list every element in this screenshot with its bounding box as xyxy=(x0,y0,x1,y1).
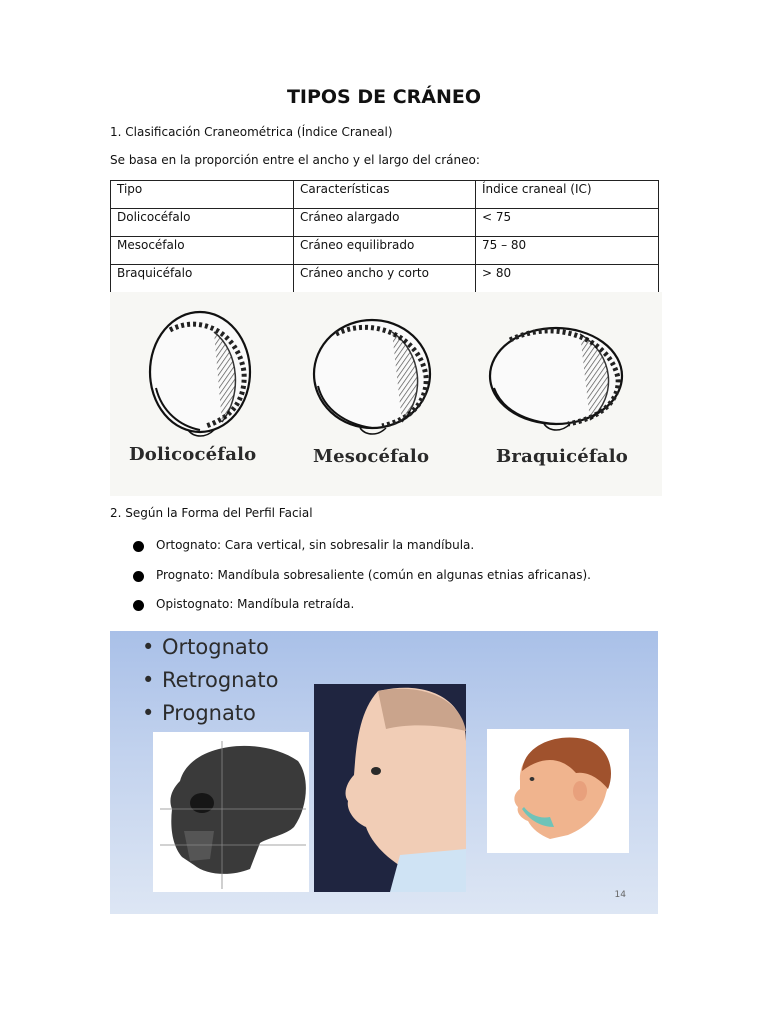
table-cell: Braquicéfalo xyxy=(111,265,294,293)
mesocephalic-skull-drawing xyxy=(314,320,430,434)
slide-number: 14 xyxy=(614,890,626,900)
table-header-row xyxy=(111,181,659,209)
table-row xyxy=(111,237,659,265)
table-cell: Dolicocéfalo xyxy=(111,209,294,237)
section-1-heading: 1. Clasificación Craneométrica (Índice Craneal) xyxy=(110,125,393,139)
table-cell: 75 – 80 xyxy=(476,237,659,265)
list-item: Prognato: Mandíbula sobresaliente (común en algunas etnias africanas). xyxy=(133,568,591,598)
table-cell: Cráneo ancho y corto xyxy=(294,265,476,293)
slide-item-ortognato: • Ortognato xyxy=(142,635,269,659)
dolichocephalic-skull-drawing xyxy=(150,312,250,436)
list-item: Ortognato: Cara vertical, sin sobresalir la mandíbula. xyxy=(133,538,591,568)
list-item: Opistognato: Mandíbula retraída. xyxy=(133,597,591,627)
mesocephalic-label: Mesocéfalo xyxy=(313,446,430,467)
table-header-cell: Índice craneal (IC) xyxy=(476,181,659,209)
section-1-intro: Se basa en la proporción entre el ancho y el largo del cráneo: xyxy=(110,153,480,167)
brachycephalic-skull-drawing xyxy=(490,328,622,430)
child-profile-image xyxy=(487,729,629,853)
slide-item-prognato: • Prognato xyxy=(142,701,256,725)
bullet-icon xyxy=(133,541,144,552)
table-header-cell: Tipo xyxy=(111,181,294,209)
dolichocephalic-label: Dolicocéfalo xyxy=(129,444,257,465)
bullet-icon xyxy=(133,571,144,582)
table-cell: Cráneo alargado xyxy=(294,209,476,237)
cranial-index-table xyxy=(110,180,659,293)
table-cell: Cráneo equilibrado xyxy=(294,237,476,265)
facial-profile-list xyxy=(133,538,591,627)
section-2-heading: 2. Según la Forma del Perfil Facial xyxy=(110,506,313,520)
table-row xyxy=(111,209,659,237)
skull-types-figure xyxy=(110,292,662,496)
facial-profile-slide xyxy=(110,631,658,914)
table-cell: Mesocéfalo xyxy=(111,237,294,265)
table-row xyxy=(111,265,659,293)
page-title: TIPOS DE CRÁNEO xyxy=(286,86,482,108)
brachycephalic-label: Braquicéfalo xyxy=(496,446,628,467)
slide-images xyxy=(110,631,658,914)
slide-item-retrognato: • Retrognato xyxy=(142,668,279,692)
baby-profile-image xyxy=(314,684,466,892)
table-cell: > 80 xyxy=(476,265,659,293)
skull-profile-image xyxy=(153,732,309,892)
table-header-cell: Características xyxy=(294,181,476,209)
table-cell: < 75 xyxy=(476,209,659,237)
bullet-icon xyxy=(133,600,144,611)
